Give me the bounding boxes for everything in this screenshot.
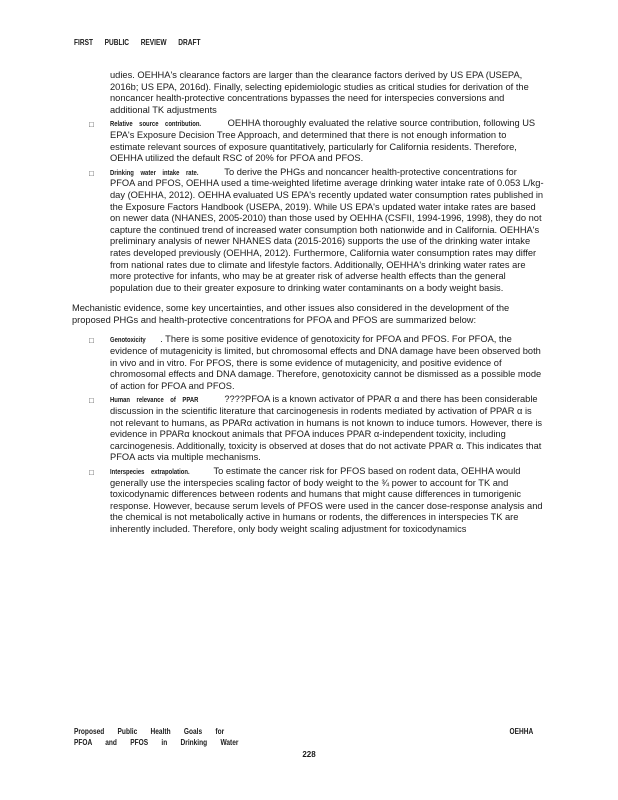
bullet-drinking-water	[72, 167, 544, 295]
bullet-text: ????PFOA is a known activator of PPAR α and there has been considerable discussion in the scientific literature that carcinogenesis in rodents mediated by activation of PPAR α is not relevant to humans, as PPARα activation in humans is not known to induce tumors. However, there is evidence in PPARα knockout animals that PFOA induces PPAR α-independent toxicity, including carcinogenesis. Additionally, toxicity is observed at doses that do not activate PPAR α. This indicates that PFOA acts via multiple mechanisms.	[110, 394, 543, 463]
running-footer	[74, 726, 534, 748]
bullet-text: OEHHA thoroughly evaluated the relative source contribution, following US EPA's Exposure Decision Tree Approach, and determined that there is not enough information to estimate relevant sources of exposure quantitatively, particularly for California residents. Therefore, OEHHA utilized the default RSC of 20% for PFOA and PFOS.	[110, 118, 536, 164]
bullet-heading: Interspecies extrapolation.	[110, 467, 190, 476]
footer-line-1: Proposed Public Health Goals for	[74, 727, 225, 736]
running-header: FIRST PUBLIC REVIEW DRAFT	[74, 38, 201, 47]
bullet-heading: Genotoxicity	[110, 335, 146, 345]
bullet-interspecies	[72, 466, 544, 536]
mechanistic-paragraph: Mechanistic evidence, some key uncertainties, and other issues also considered in the development of the proposed PHGs and health-protective concentrations for PFOA and PFOS are summarized below:	[72, 303, 510, 325]
bullet-relative-source	[72, 118, 544, 164]
bullet-box-icon: □	[89, 396, 94, 406]
footer-line-2: PFOA and PFOS in Drinking Water	[74, 738, 239, 747]
bullet-heading: Relative source contribution.	[110, 119, 202, 129]
continued-paragraph: udies. OEHHA's clearance factors are larger than the clearance factors derived by US EPA (USEPA, 2016b; US EPA, 2016d). Finally, selecting epidemiologic studies as critical studies for derivation of the noncancer health-protective concentrations bypasses the need for interspecies conversions and additional TK adjustments	[110, 70, 529, 115]
page-number: 228	[302, 750, 316, 759]
bullet-human-relevance	[72, 394, 544, 464]
bullet-heading: Human relevance of PPAR	[110, 395, 199, 405]
bullet-heading: Drinking water intake rate.	[110, 167, 199, 177]
bullet-box-icon: □	[89, 168, 94, 178]
bullet-box-icon: □	[89, 120, 94, 130]
bullet-text: To derive the PHGs and noncancer health-protective concentrations for PFOA and PFOS, OEHHA used a time-weighted lifetime average drinking water intake rate of 0.053 L/kg-day (OEHHA, 2012). OEHHA evaluated US EPA's recently updated water consumption rates published in the Exposure Factors Handbook (USEPA, 2019). While US EPA's updated water intake rates are based on newer data (NHANES, 2005-2010) than those used by OEHHA (CSFII, 1994-1996, 1998), they do not capture the continued trend of increased water consumption both nationwide and in California. OEHHA's preliminary analysis of newer NHANES data (2015-2016) supports the use of the drinking water intake rates developed previously (OEHHA, 2012). Furthermore, California water consumption rates may differ from national rates due to climate and lifestyle factors. Additionally, OEHHA's drinking water rates are more protective for infants, who may be at greater risk of adverse health effects than the general population due to their greater exposure to drinking water contaminants on a body weight basis.	[110, 166, 544, 293]
bullet-genotoxicity	[72, 334, 544, 392]
bullet-text: . There is some positive evidence of genotoxicity for PFOA and PFOS. For PFOA, the evidence of mutagenicity is limited, but chromosomal effects and DNA damage have been observed both in vivo and in vitro. For PFOS, there is some evidence of mutagenicity, and positive evidence of chromosomal effects and DNA damage. Therefore, genotoxicity cannot be dismissed as a possible mode of action for PFOA and PFOS.	[110, 334, 542, 391]
footer-org: OEHHA	[509, 727, 534, 736]
bullet-text: To estimate the cancer risk for PFOS based on rodent data, OEHHA would generally use the interspecies scaling factor of body weight to the ¾ power to account for TK and toxicodynamic differences between rodents and humans that might cause differences in tumorigenic response. However, because serum levels of PFOS were used in the cancer dose-response analysis and the chemical is not metabolically active in humans or rodents, the differences in interspecies TK are inherently included. Therefore, only body weight scaling adjustment for toxicodynamics	[110, 466, 543, 534]
document-body	[72, 70, 544, 536]
bullet-box-icon: □	[89, 468, 94, 477]
bullet-box-icon: □	[89, 336, 94, 346]
